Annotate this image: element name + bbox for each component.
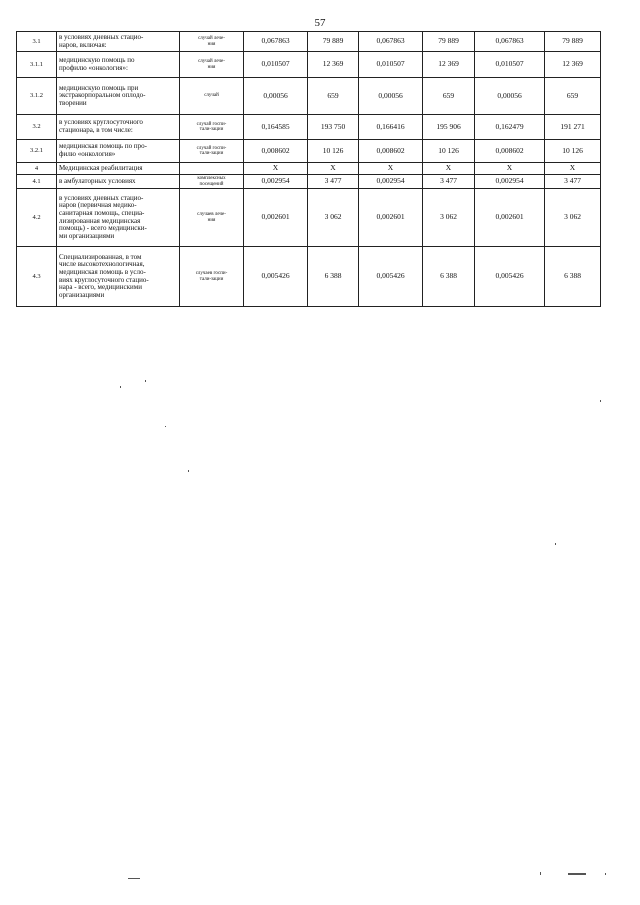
- row-value-cell: X: [545, 163, 601, 175]
- scan-speck: [188, 470, 189, 472]
- scan-speck: [568, 873, 586, 875]
- row-unit-cell: случаев лече- ния: [180, 189, 244, 247]
- row-value-cell: 12 369: [545, 52, 601, 78]
- row-value-cell: 0,166416: [359, 115, 423, 140]
- row-unit-cell: [180, 163, 244, 175]
- row-value-cell: 12 369: [308, 52, 359, 78]
- row-name-cell: медицинскую помощь при экстракорпоральном оплодо- творении: [57, 78, 180, 115]
- row-value-cell: 6 388: [423, 247, 475, 307]
- row-value-cell: 0,005426: [244, 247, 308, 307]
- scan-speck: [600, 400, 601, 402]
- table-row: [17, 247, 601, 307]
- row-value-cell: 0,00056: [244, 78, 308, 115]
- row-unit-cell: случай госпи- тали-зации: [180, 140, 244, 163]
- row-value-cell: 3 477: [423, 175, 475, 189]
- row-code-cell: 4.2: [17, 189, 57, 247]
- row-value-cell: 10 126: [308, 140, 359, 163]
- table-row: [17, 175, 601, 189]
- row-value-cell: 0,008602: [244, 140, 308, 163]
- row-code-cell: 3.1: [17, 32, 57, 52]
- row-value-cell: 3 477: [545, 175, 601, 189]
- medical-care-volume-table: [16, 31, 601, 307]
- table-row: [17, 78, 601, 115]
- row-value-cell: 0,010507: [359, 52, 423, 78]
- row-value-cell: 0,002954: [475, 175, 545, 189]
- table-row: [17, 52, 601, 78]
- row-value-cell: 0,005426: [359, 247, 423, 307]
- scan-speck: [120, 386, 121, 388]
- row-value-cell: 659: [545, 78, 601, 115]
- row-value-cell: X: [359, 163, 423, 175]
- row-value-cell: 0,002954: [359, 175, 423, 189]
- row-name-cell: в условиях дневных стацио- наров, включая:: [57, 32, 180, 52]
- row-value-cell: 12 369: [423, 52, 475, 78]
- row-value-cell: 0,162479: [475, 115, 545, 140]
- scan-speck: [165, 426, 166, 427]
- row-value-cell: 10 126: [545, 140, 601, 163]
- row-name-cell: в условиях круглосуточного стационара, в том числе:: [57, 115, 180, 140]
- row-value-cell: 0,010507: [475, 52, 545, 78]
- table-body: [17, 32, 601, 307]
- row-value-cell: 0,002954: [244, 175, 308, 189]
- row-unit-cell: случай лече- ния: [180, 32, 244, 52]
- row-name-cell: Специализированная, в том числе высокотехнологичная, медицинская помощь в усло- виях круглосуточного стацио- нара - всего, медицинскими организациями: [57, 247, 180, 307]
- row-unit-cell: случаев госпи- тали-зации: [180, 247, 244, 307]
- row-value-cell: 0,002601: [244, 189, 308, 247]
- row-value-cell: X: [308, 163, 359, 175]
- row-value-cell: 3 477: [308, 175, 359, 189]
- row-code-cell: 3.1.1: [17, 52, 57, 78]
- row-value-cell: 659: [423, 78, 475, 115]
- row-code-cell: 3.2: [17, 115, 57, 140]
- row-name-cell: Медицинская реабилитация: [57, 163, 180, 175]
- row-value-cell: 0,067863: [244, 32, 308, 52]
- scan-speck: [128, 878, 140, 879]
- row-name-cell: медицинскую помощь по профилю «онкология»:: [57, 52, 180, 78]
- row-value-cell: 79 889: [308, 32, 359, 52]
- row-unit-cell: случай: [180, 78, 244, 115]
- row-value-cell: X: [244, 163, 308, 175]
- scan-speck: [540, 872, 541, 875]
- row-code-cell: 4: [17, 163, 57, 175]
- scan-speck: [555, 543, 556, 545]
- row-value-cell: 6 388: [545, 247, 601, 307]
- row-value-cell: 3 062: [545, 189, 601, 247]
- row-code-cell: 4.3: [17, 247, 57, 307]
- row-unit-cell: случай госпи- тали-зации: [180, 115, 244, 140]
- row-name-cell: в амбулаторных условиях: [57, 175, 180, 189]
- row-value-cell: 6 388: [308, 247, 359, 307]
- row-value-cell: 659: [308, 78, 359, 115]
- row-value-cell: 3 062: [308, 189, 359, 247]
- row-value-cell: 0,00056: [359, 78, 423, 115]
- table-row: [17, 32, 601, 52]
- row-value-cell: 0,067863: [359, 32, 423, 52]
- row-value-cell: 10 126: [423, 140, 475, 163]
- page-number: 57: [314, 17, 326, 29]
- table-row: [17, 140, 601, 163]
- row-name-cell: медицинская помощь по про- филю «онкология»: [57, 140, 180, 163]
- row-value-cell: 0,008602: [359, 140, 423, 163]
- row-name-cell: в условиях дневных стацио- наров (первичная медико- санитарная помощь, специа- лизированная медицинская помощь) - всего медицински- ми организациями: [57, 189, 180, 247]
- row-value-cell: 191 271: [545, 115, 601, 140]
- row-value-cell: 0,010507: [244, 52, 308, 78]
- scan-speck: [605, 873, 606, 875]
- row-value-cell: X: [423, 163, 475, 175]
- row-code-cell: 3.2.1: [17, 140, 57, 163]
- row-value-cell: 195 906: [423, 115, 475, 140]
- row-value-cell: 0,164585: [244, 115, 308, 140]
- row-unit-cell: комплексных посещений: [180, 175, 244, 189]
- row-value-cell: 0,005426: [475, 247, 545, 307]
- row-value-cell: 0,008602: [475, 140, 545, 163]
- row-value-cell: X: [475, 163, 545, 175]
- row-code-cell: 3.1.2: [17, 78, 57, 115]
- scan-speck: [145, 380, 146, 382]
- row-value-cell: 3 062: [423, 189, 475, 247]
- row-value-cell: 193 750: [308, 115, 359, 140]
- row-value-cell: 0,00056: [475, 78, 545, 115]
- table-row: [17, 163, 601, 175]
- row-value-cell: 0,002601: [475, 189, 545, 247]
- row-value-cell: 0,067863: [475, 32, 545, 52]
- table-row: [17, 189, 601, 247]
- table-row: [17, 115, 601, 140]
- row-value-cell: 79 889: [545, 32, 601, 52]
- row-value-cell: 79 889: [423, 32, 475, 52]
- row-unit-cell: случай лече- ния: [180, 52, 244, 78]
- row-value-cell: 0,002601: [359, 189, 423, 247]
- row-code-cell: 4.1: [17, 175, 57, 189]
